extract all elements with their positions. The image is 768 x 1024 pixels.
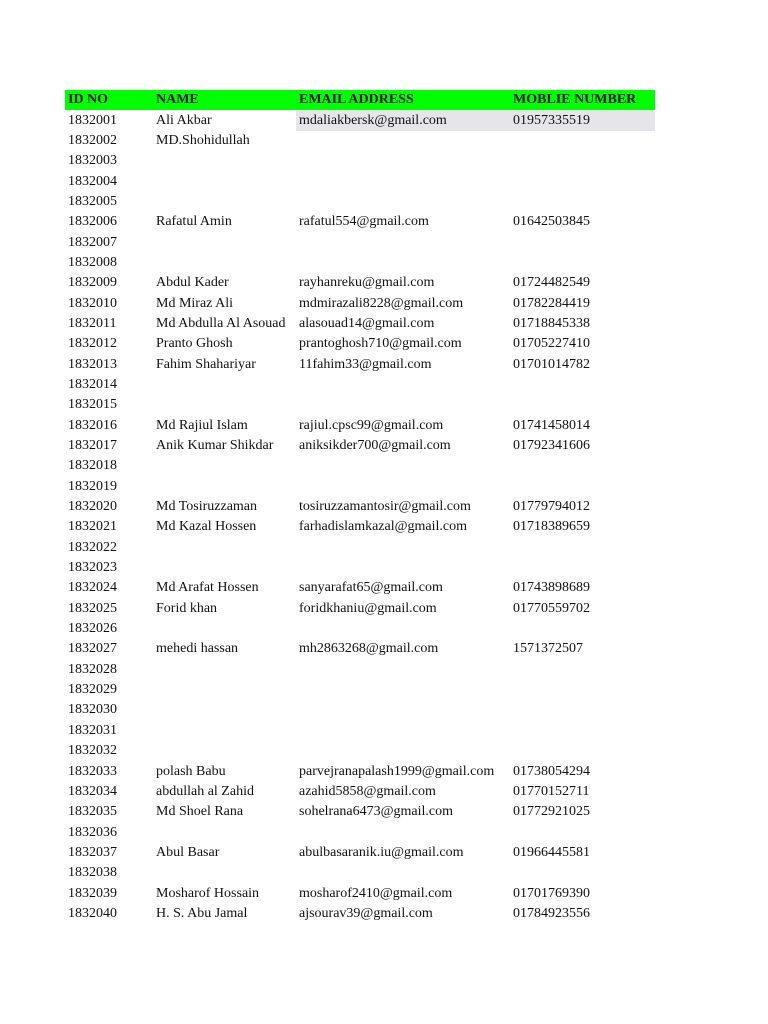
table-row — [65, 416, 655, 436]
cell-id: 1832027 — [68, 641, 117, 657]
cell-email — [296, 680, 510, 700]
cell-email — [296, 822, 510, 842]
cell-email — [296, 700, 510, 720]
table-row — [65, 558, 655, 578]
cell-id: 1832010 — [68, 295, 117, 311]
cell-email: ajsourav39@gmail.com — [299, 905, 433, 921]
table-row — [65, 151, 655, 171]
table-row — [65, 354, 655, 374]
cell-mobile: 1571372507 — [513, 641, 583, 657]
cell-email: sanyarafat65@gmail.com — [299, 580, 443, 596]
cell-email — [296, 232, 510, 252]
table-row — [65, 741, 655, 761]
table-row — [65, 619, 655, 639]
cell-mobile — [510, 822, 655, 842]
cell-name: Md Kazal Hossen — [156, 519, 257, 535]
cell-email: aniksikder700@gmail.com — [299, 438, 451, 454]
cell-name — [153, 395, 296, 415]
cell-id: 1832005 — [68, 193, 117, 209]
cell-name: Anik Kumar Shikdar — [156, 438, 274, 454]
cell-mobile: 01705227410 — [513, 336, 590, 352]
table-row — [65, 110, 655, 130]
cell-id: 1832024 — [68, 580, 117, 596]
cell-id: 1832023 — [68, 560, 117, 576]
cell-id: 1832016 — [68, 417, 117, 433]
cell-mobile — [510, 721, 655, 741]
cell-name — [153, 680, 296, 700]
table-row — [65, 639, 655, 659]
cell-name: Forid khan — [156, 600, 218, 616]
cell-email — [296, 741, 510, 761]
cell-name: H. S. Abu Jamal — [156, 905, 248, 921]
table-row — [65, 863, 655, 883]
cell-name — [153, 171, 296, 191]
cell-id: 1832030 — [68, 702, 117, 718]
cell-name: Md Arafat Hossen — [156, 580, 259, 596]
cell-name: Abdul Kader — [156, 275, 229, 291]
cell-mobile: 01724482549 — [513, 275, 590, 291]
cell-name: Pranto Ghosh — [156, 336, 233, 352]
cell-mobile: 01738054294 — [513, 763, 590, 779]
cell-email: sohelrana6473@gmail.com — [299, 804, 454, 820]
cell-mobile: 01957335519 — [510, 110, 655, 130]
cell-name: Md Rajiul Islam — [156, 417, 248, 433]
table-row — [65, 538, 655, 558]
cell-name: Md Miraz Ali — [156, 295, 233, 311]
cell-id: 1832008 — [68, 254, 117, 270]
cell-email — [296, 863, 510, 883]
cell-id: 1832013 — [68, 356, 117, 372]
cell-email — [296, 253, 510, 273]
cell-email: mosharof2410@gmail.com — [299, 885, 453, 901]
cell-email: parvejranapalash1999@gmail.com — [299, 763, 495, 779]
cell-name: Abul Basar — [156, 844, 220, 860]
table-row — [65, 802, 655, 822]
table-row — [65, 822, 655, 842]
table-row — [65, 660, 655, 680]
cell-id: 1832018 — [68, 458, 117, 474]
table-row — [65, 599, 655, 619]
cell-id: 1832028 — [68, 661, 117, 677]
cell-id: 1832009 — [68, 275, 117, 291]
cell-name: abdullah al Zahid — [156, 783, 254, 799]
cell-name — [153, 456, 296, 476]
header-name: NAME — [156, 92, 199, 108]
cell-name — [153, 822, 296, 842]
cell-email: farhadislamkazal@gmail.com — [299, 519, 467, 535]
table-row — [65, 761, 655, 781]
table-row — [65, 680, 655, 700]
cell-id: 1832038 — [68, 865, 117, 881]
cell-email: azahid5858@gmail.com — [299, 783, 436, 799]
cell-email: tosiruzzamantosir@gmail.com — [299, 499, 471, 515]
cell-email: prantoghosh710@gmail.com — [299, 336, 462, 352]
cell-email — [296, 192, 510, 212]
cell-mobile: 01701014782 — [513, 356, 590, 372]
table-row — [65, 436, 655, 456]
table-row — [65, 700, 655, 720]
cell-mobile: 01718845338 — [513, 315, 590, 331]
header-id: ID NO — [68, 92, 109, 108]
table-row — [65, 273, 655, 293]
cell-name: Mosharof Hossain — [156, 885, 260, 901]
table-row — [65, 314, 655, 334]
cell-email: mdaliakbersk@gmail.com — [296, 110, 510, 130]
table-row — [65, 253, 655, 273]
table-row — [65, 131, 655, 151]
cell-mobile — [510, 171, 655, 191]
cell-email — [296, 619, 510, 639]
table-row — [65, 843, 655, 863]
cell-mobile — [510, 477, 655, 497]
cell-id: 1832035 — [68, 804, 117, 820]
cell-name — [153, 375, 296, 395]
cell-mobile — [510, 375, 655, 395]
cell-name — [153, 477, 296, 497]
cell-id: 1832002 — [68, 132, 117, 148]
cell-id: 1832020 — [68, 499, 117, 515]
cell-id: 1832021 — [68, 519, 117, 535]
cell-email: mh2863268@gmail.com — [299, 641, 439, 657]
cell-mobile — [510, 232, 655, 252]
table-row — [65, 497, 655, 517]
cell-email — [296, 375, 510, 395]
cell-mobile: 01792341606 — [513, 438, 590, 454]
cell-mobile — [510, 660, 655, 680]
cell-email: rafatul554@gmail.com — [299, 214, 429, 230]
cell-id: 1832032 — [68, 743, 117, 759]
cell-name: mehedi hassan — [156, 641, 239, 657]
table-row — [65, 456, 655, 476]
cell-email — [296, 477, 510, 497]
cell-mobile: 01784923556 — [513, 905, 590, 921]
cell-email — [296, 171, 510, 191]
cell-id: 1832037 — [68, 844, 117, 860]
table-row — [65, 721, 655, 741]
cell-mobile: 01770559702 — [513, 600, 590, 616]
table-row — [65, 904, 655, 924]
cell-id: 1832017 — [68, 438, 117, 454]
table-row — [65, 232, 655, 252]
cell-mobile: 01779794012 — [513, 499, 590, 515]
cell-mobile: 01772921025 — [513, 804, 590, 820]
table-row — [65, 578, 655, 598]
cell-email — [296, 660, 510, 680]
cell-mobile: 01741458014 — [513, 417, 590, 433]
cell-id: 1832019 — [68, 478, 117, 494]
cell-id: 1832004 — [68, 173, 117, 189]
cell-email — [296, 131, 510, 151]
cell-mobile: 01642503845 — [513, 214, 590, 230]
cell-id: 1832007 — [68, 234, 117, 250]
cell-name — [153, 232, 296, 252]
cell-email: foridkhaniu@gmail.com — [299, 600, 437, 616]
cell-mobile: 01718389659 — [513, 519, 590, 535]
cell-mobile — [510, 558, 655, 578]
cell-id: 1832039 — [68, 885, 117, 901]
cell-id: 1832014 — [68, 376, 117, 392]
cell-name: Rafatul Amin — [156, 214, 232, 230]
cell-id: 1832033 — [68, 763, 117, 779]
cell-mobile — [510, 395, 655, 415]
cell-mobile — [510, 680, 655, 700]
cell-mobile — [510, 192, 655, 212]
cell-id: 1832001 — [68, 112, 117, 128]
table-row — [65, 171, 655, 191]
cell-mobile — [510, 741, 655, 761]
cell-id: 1832006 — [68, 214, 117, 230]
cell-name — [153, 700, 296, 720]
cell-id: 1832003 — [68, 153, 117, 169]
table-row — [65, 293, 655, 313]
cell-id: 1832040 — [68, 905, 117, 921]
cell-name — [153, 558, 296, 578]
cell-email: mdmirazali8228@gmail.com — [299, 295, 464, 311]
cell-name: Md Tosiruzzaman — [156, 499, 258, 515]
student-contact-table — [65, 90, 655, 924]
cell-email — [296, 558, 510, 578]
cell-email: abulbasaranik.iu@gmail.com — [299, 844, 464, 860]
cell-name — [153, 721, 296, 741]
cell-name — [153, 863, 296, 883]
table-row — [65, 375, 655, 395]
header-email: EMAIL ADDRESS — [299, 92, 414, 108]
cell-id: 1832031 — [68, 722, 117, 738]
cell-name: Ali Akbar — [156, 112, 212, 128]
cell-mobile: 01770152711 — [513, 783, 590, 799]
table-row — [65, 883, 655, 903]
table-row — [65, 212, 655, 232]
cell-mobile — [510, 863, 655, 883]
cell-email: rajiul.cpsc99@gmail.com — [299, 417, 444, 433]
table-body — [65, 110, 655, 924]
cell-email — [296, 456, 510, 476]
cell-name: MD.Shohidullah — [156, 132, 250, 148]
table-row — [65, 477, 655, 497]
cell-id: 1832022 — [68, 539, 117, 555]
cell-id: 1832029 — [68, 682, 117, 698]
cell-id: 1832034 — [68, 783, 117, 799]
cell-id: 1832026 — [68, 621, 117, 637]
table-row — [65, 395, 655, 415]
cell-id: 1832036 — [68, 824, 117, 840]
cell-email: rayhanreku@gmail.com — [299, 275, 435, 291]
cell-id: 1832011 — [68, 315, 117, 331]
cell-mobile — [510, 151, 655, 171]
cell-mobile — [510, 131, 655, 151]
cell-name — [153, 192, 296, 212]
table-row — [65, 517, 655, 537]
cell-mobile: 01782284419 — [513, 295, 590, 311]
cell-name: Md Shoel Rana — [156, 804, 244, 820]
table-header — [65, 90, 655, 110]
cell-name — [153, 538, 296, 558]
header-row — [65, 90, 655, 110]
table-row — [65, 192, 655, 212]
cell-name — [153, 741, 296, 761]
cell-id: 1832012 — [68, 336, 117, 352]
cell-name — [153, 151, 296, 171]
cell-email — [296, 151, 510, 171]
cell-mobile: 01966445581 — [513, 844, 590, 860]
cell-mobile — [510, 253, 655, 273]
cell-name: polash Babu — [156, 763, 226, 779]
cell-name — [153, 660, 296, 680]
cell-email — [296, 395, 510, 415]
cell-email — [296, 538, 510, 558]
cell-id: 1832015 — [68, 397, 117, 413]
cell-mobile — [510, 700, 655, 720]
cell-email: 11fahim33@gmail.com — [299, 356, 432, 372]
cell-mobile: 01701769390 — [513, 885, 590, 901]
cell-mobile — [510, 538, 655, 558]
cell-email — [296, 721, 510, 741]
cell-email: alasouad14@gmail.com — [299, 315, 435, 331]
cell-mobile: 01743898689 — [513, 580, 590, 596]
cell-id: 1832025 — [68, 600, 117, 616]
cell-name — [153, 253, 296, 273]
cell-mobile — [510, 456, 655, 476]
table-row — [65, 782, 655, 802]
header-mobile: MOBLIE NUMBER — [513, 92, 637, 108]
cell-mobile — [510, 619, 655, 639]
cell-name — [153, 619, 296, 639]
cell-name: Fahim Shahariyar — [156, 356, 256, 372]
cell-name: Md Abdulla Al Asouad — [156, 315, 286, 331]
table-row — [65, 334, 655, 354]
